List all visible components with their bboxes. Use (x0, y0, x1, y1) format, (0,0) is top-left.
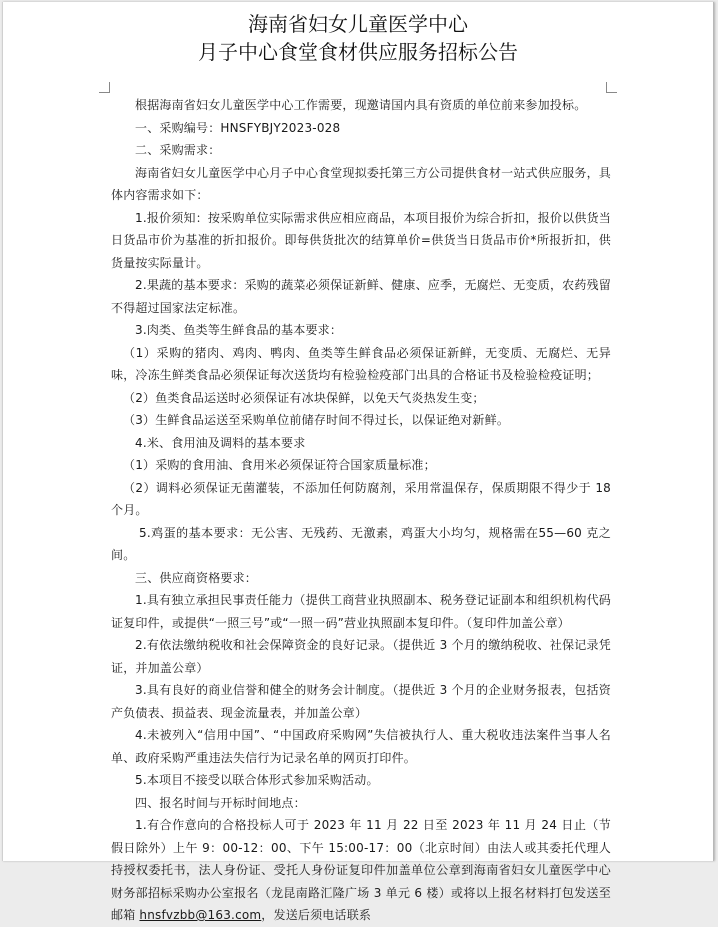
requirement-item-3-2: （2）鱼类食品运送时必须保证有冰块保鲜，以免天气炎热发生变； (123, 390, 485, 405)
document-title-line2: 月子中心食堂食材供应服务招标公告 (198, 40, 518, 64)
qualification-item-3: 3.具有良好的商业信誉和健全的财务会计制度。（提供近 3 个月的企业财务报表，包括资产负债表、损益表、现金流量表，并加盖公章） (111, 683, 611, 720)
requirement-item-1: 1.报价须知：按采购单位实际需求供应相应商品，本项目报价为综合折扣，报价以供货当日货品市价为基准的折扣报价。即每供货批次的结算单价=供货当日货品市价*所报折扣，供货量按实际量计。 (111, 210, 611, 270)
intro-paragraph: 根据海南省妇女儿童医学中心工作需要，现邀请国内具有资质的单位前来参加投标。 (135, 98, 587, 112)
qualification-item-5: 5.本项目不接受以联合体形式参加采购活动。 (135, 773, 379, 787)
requirement-item-2: 2.果蔬的基本要求：采购的蔬菜必须保证新鲜、健康、应季，无腐烂、无变质，农药残留不得超过国家法定标准。 (111, 278, 611, 315)
requirement-item-4-1: （1）采购的食用油、食用米必须保证符合国家质量标准； (123, 458, 436, 472)
section-heading-registration: 四、报名时间与开标时间地点： (135, 795, 306, 810)
qualification-item-1: 1.具有独立承担民事责任能力（提供工商营业执照副本、税务登记证副本和组织机构代码证复印件，或提供“一照三号”或“一照一码”营业执照副本复印件。（复印件加盖公章） (111, 593, 611, 630)
registration-text-tail: ，发送后须电话联系 (261, 908, 372, 922)
registration-text: 1.有合作意向的合格投标人可于 2023 年 11 月 22 日至 2023 年 11 月 24 日止（节假日除外）上午 9：00-12：00、下午 15:00-17：00（北京时间）由法人或其委托代理人持授权委托书，法人身份证、受托人身份证复印件加盖单位公章到海南省妇女儿童医学中心财务部招标采购办公室报名（龙昆南路汇隆广场 3 单元 6 楼）或将以上报名材料打包发送至邮箱 (111, 818, 611, 922)
section-heading-procurement-number: 一、采购编号：HNSFYBJY2023-028 (135, 120, 341, 135)
requirement-item-4-2: （2）调料必须保证无菌灌装，不添加任何防腐剂，采用常温保存，保质期限不得少于 18 个月。 (111, 480, 611, 517)
requirement-item-3: 3.肉类、鱼类等生鲜食品的基本要求： (135, 323, 343, 337)
margin-corner-mark-left (99, 82, 110, 93)
requirements-intro: 海南省妇女儿童医学中心月子中心食堂现拟委托第三方公司提供食材一站式供应服务，具体内容需求如下： (111, 165, 611, 202)
requirement-item-4: 4.米、食用油及调料的基本要求 (135, 435, 306, 450)
email-link[interactable]: hnsfvzbb@163.com (139, 908, 262, 922)
registration-item-1 (111, 814, 611, 927)
document-body (111, 94, 611, 927)
margin-corner-mark-right (606, 82, 617, 93)
requirement-item-3-1: （1）采购的猪肉、鸡肉、鸭肉、鱼类等生鲜食品必须保证新鲜，无变质、无腐烂、无异味，冷冻生鲜类食品必须保证每次送货均有检验检疫部门出具的合格证书及检验检疫证明； (111, 345, 611, 382)
qualification-item-2: 2.有依法缴纳税收和社会保障资金的良好记录。（提供近 3 个月的缴纳税收、社保记录凭证，并加盖公章） (111, 638, 611, 675)
requirement-item-3-3: （3）生鲜食品运送至采购单位前储存时间不得过长，以保证绝对新鲜。 (123, 413, 510, 427)
qualification-item-4: 4.未被列入“信用中国”、“中国政府采购网”失信被执行人、重大税收违法案件当事人名单、政府采购严重违法失信行为记录名单的网页打印件。 (111, 728, 611, 765)
section-heading-qualifications: 三、供应商资格要求： (135, 570, 258, 585)
document-page (2, 2, 714, 922)
requirement-item-5: 5.鸡蛋的基本要求：无公害、无残药、无激素，鸡蛋大小均匀，规格需在55—60 克之间。 (111, 525, 611, 562)
document-title-line1: 海南省妇女儿童医学中心 (248, 12, 468, 36)
section-heading-requirements: 二、采购需求： (135, 143, 221, 157)
